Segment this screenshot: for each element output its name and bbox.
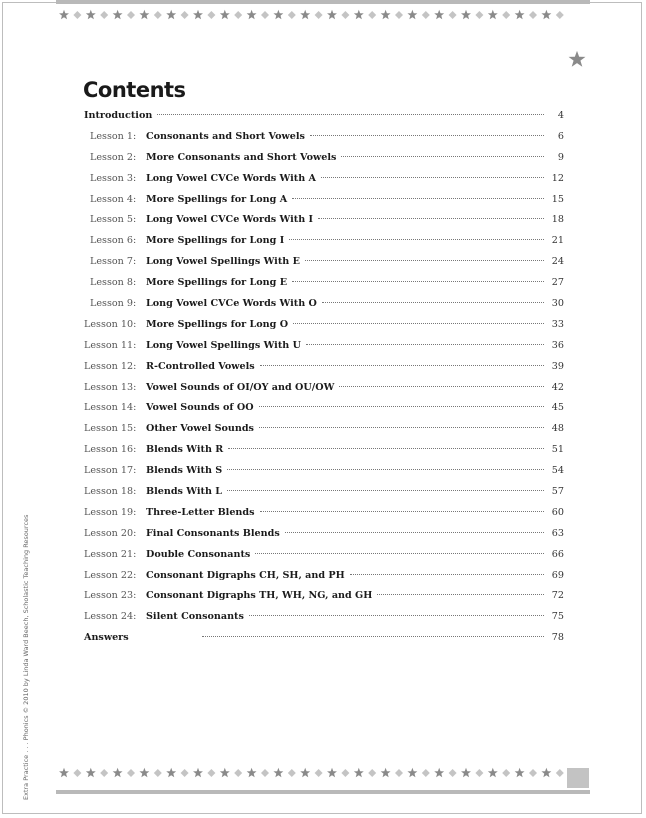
diamond-icon — [127, 11, 135, 19]
lesson-number: Lesson 6: — [90, 235, 137, 247]
top-star-row — [56, 8, 590, 22]
lesson-number: Lesson 1: — [90, 130, 137, 142]
lesson-title: Blends With S — [146, 465, 223, 477]
lesson-page: 27 — [551, 277, 564, 289]
toc-row-lesson[interactable] — [84, 214, 564, 235]
lesson-page: 63 — [551, 527, 564, 539]
lesson-number: Lesson 14: — [84, 402, 137, 414]
diamond-icon — [556, 11, 564, 19]
lesson-title: Long Vowel CVCe Words With I — [146, 214, 314, 226]
lesson-page: 72 — [551, 590, 564, 602]
dot-leader — [310, 135, 544, 136]
lesson-title: Vowel Sounds of OO — [146, 402, 254, 414]
bottom-gray-rule — [56, 790, 590, 794]
lesson-page: 66 — [551, 548, 564, 560]
star-icon — [86, 768, 96, 777]
toc-row-lesson[interactable] — [84, 131, 564, 152]
toc-row-lesson[interactable] — [84, 444, 564, 465]
lesson-title: More Consonants and Short Vowels — [146, 151, 337, 163]
lesson-number: Lesson 23: — [84, 590, 137, 602]
diamond-icon — [181, 11, 189, 19]
lesson-number: Lesson 4: — [90, 193, 137, 205]
diamond-icon — [368, 11, 376, 19]
diamond-icon — [154, 769, 162, 777]
lesson-number: Lesson 9: — [90, 298, 137, 310]
star-icon — [488, 768, 498, 777]
diamond-icon — [556, 769, 564, 777]
toc-row-lesson[interactable] — [84, 340, 564, 361]
toc-row-lesson[interactable] — [84, 235, 564, 256]
diamond-icon — [261, 11, 269, 19]
diamond-icon — [100, 11, 108, 19]
lesson-page: 60 — [551, 506, 564, 518]
lesson-page: 6 — [557, 130, 564, 142]
lesson-number: Lesson 12: — [84, 360, 137, 372]
star-icon — [488, 10, 498, 19]
diamond-icon — [207, 11, 215, 19]
lesson-number: Lesson 17: — [84, 465, 137, 477]
diamond-icon — [234, 769, 242, 777]
lesson-number: Lesson 20: — [84, 527, 137, 539]
dot-leader — [350, 574, 544, 575]
lesson-number: Lesson 22: — [84, 569, 137, 581]
star-icon — [220, 768, 230, 777]
lesson-title: Final Consonants Blends — [146, 527, 280, 539]
lesson-page: 24 — [551, 256, 564, 268]
star-icon — [461, 10, 471, 19]
lesson-page: 21 — [551, 235, 564, 247]
dot-leader — [285, 532, 544, 533]
lesson-title: Long Vowel Spellings With U — [146, 339, 301, 351]
dot-leader — [318, 218, 544, 219]
lesson-page: 48 — [551, 423, 564, 435]
star-icon — [273, 768, 283, 777]
dot-leader — [227, 490, 544, 491]
dot-leader — [260, 511, 544, 512]
star-icon — [381, 10, 391, 19]
diamond-icon — [422, 11, 430, 19]
lesson-number: Lesson 5: — [90, 214, 137, 226]
lesson-page: 18 — [551, 214, 564, 226]
lesson-page: 75 — [551, 611, 564, 623]
toc-row-introduction[interactable] — [84, 110, 564, 131]
star-icon — [139, 768, 149, 777]
top-gray-rule — [56, 0, 590, 4]
lesson-title: More Spellings for Long O — [146, 318, 289, 330]
top-decorative-border — [56, 0, 590, 28]
star-icon — [515, 10, 525, 19]
star-icon — [300, 768, 310, 777]
star-icon — [59, 768, 69, 777]
diamond-icon — [100, 769, 108, 777]
side-credit: Extra Practice . . . Phonics © 2010 by Linda Ward Beech, Scholastic Teaching Resources — [22, 514, 30, 800]
star-icon — [434, 10, 444, 19]
star-icon — [381, 768, 391, 777]
star-icon — [354, 10, 364, 19]
lesson-page: 9 — [557, 151, 564, 163]
diamond-icon — [288, 769, 296, 777]
star-icon — [166, 768, 176, 777]
toc-row-lesson[interactable] — [84, 319, 564, 340]
star-icon — [247, 10, 257, 19]
lesson-number: Lesson 7: — [90, 256, 137, 268]
dot-leader — [228, 448, 544, 449]
toc-row-lesson[interactable] — [84, 194, 564, 215]
lesson-title: Silent Consonants — [146, 611, 244, 623]
dot-leader — [305, 260, 544, 261]
diamond-icon — [341, 11, 349, 19]
lesson-number: Lesson 21: — [84, 548, 137, 560]
lesson-title: More Spellings for Long E — [146, 277, 288, 289]
diamond-icon — [502, 769, 510, 777]
diamond-icon — [288, 11, 296, 19]
dot-leader — [249, 615, 544, 616]
toc-row-lesson[interactable] — [84, 152, 564, 173]
toc-row-lesson[interactable] — [84, 298, 564, 319]
diamond-icon — [475, 11, 483, 19]
dot-leader — [259, 406, 544, 407]
dot-leader — [255, 553, 544, 554]
toc-row-lesson[interactable] — [84, 486, 564, 507]
dot-leader — [321, 177, 544, 178]
dot-leader — [339, 386, 544, 387]
star-icon — [327, 768, 337, 777]
diamond-icon — [341, 769, 349, 777]
star-icon — [541, 768, 551, 777]
lesson-page: 42 — [551, 381, 564, 393]
diamond-icon — [315, 11, 323, 19]
dot-leader — [293, 323, 544, 324]
diamond-icon — [502, 11, 510, 19]
diamond-icon — [261, 769, 269, 777]
lesson-title: More Spellings for Long I — [146, 235, 285, 247]
star-icon — [193, 10, 203, 19]
star-icon — [541, 10, 551, 19]
toc-row-answers[interactable] — [84, 632, 564, 653]
diamond-icon — [475, 769, 483, 777]
dot-leader — [377, 594, 544, 595]
lesson-number: Lesson 11: — [84, 339, 137, 351]
star-icon — [327, 10, 337, 19]
dot-leader — [322, 302, 544, 303]
lesson-title: R-Controlled Vowels — [146, 360, 255, 372]
lesson-title: Consonant Digraphs CH, SH, and PH — [146, 569, 345, 581]
lesson-number: Lesson 24: — [84, 611, 137, 623]
lesson-title: Blends With L — [146, 486, 223, 498]
toc-row-lesson[interactable] — [84, 549, 564, 570]
star-icon — [300, 10, 310, 19]
lesson-title: More Spellings for Long A — [146, 193, 288, 205]
lesson-number: Lesson 15: — [84, 423, 137, 435]
diamond-icon — [181, 769, 189, 777]
bottom-decorative-border — [56, 766, 590, 794]
page-title: Contents — [83, 78, 186, 102]
diamond-icon — [154, 11, 162, 19]
lesson-page: 33 — [551, 318, 564, 330]
lesson-title: Three-Letter Blends — [146, 506, 255, 518]
lesson-page: 51 — [551, 444, 564, 456]
lesson-page: 39 — [551, 360, 564, 372]
diamond-icon — [529, 11, 537, 19]
lesson-page: 15 — [551, 193, 564, 205]
lesson-page: 45 — [551, 402, 564, 414]
answers-label: Answers — [84, 632, 129, 644]
lesson-title: Double Consonants — [146, 548, 251, 560]
lesson-number: Lesson 3: — [90, 172, 137, 184]
toc-row-lesson[interactable] — [84, 465, 564, 486]
diamond-icon — [315, 769, 323, 777]
toc-row-lesson[interactable] — [84, 423, 564, 444]
lesson-page: 69 — [551, 569, 564, 581]
toc-row-lesson[interactable] — [84, 507, 564, 528]
dot-leader — [227, 469, 544, 470]
lesson-number: Lesson 13: — [84, 381, 137, 393]
lesson-title: Long Vowel Spellings With E — [146, 256, 300, 268]
diamond-icon — [127, 769, 135, 777]
toc-row-lesson[interactable] — [84, 277, 564, 298]
lesson-number: Lesson 19: — [84, 506, 137, 518]
star-icon — [273, 10, 283, 19]
lesson-number: Lesson 18: — [84, 486, 137, 498]
dot-leader — [292, 198, 544, 199]
star-icon — [139, 10, 149, 19]
lesson-title: Long Vowel CVCe Words With A — [146, 172, 316, 184]
lesson-number: Lesson 16: — [84, 444, 137, 456]
diamond-icon — [449, 11, 457, 19]
star-icon — [407, 10, 417, 19]
star-icon — [461, 768, 471, 777]
lesson-title: Vowel Sounds of OI/OY and OU/OW — [146, 381, 335, 393]
introduction-page: 4 — [557, 110, 564, 121]
toc-row-lesson[interactable] — [84, 570, 564, 591]
toc-row-lesson[interactable] — [84, 590, 564, 611]
answers-page: 78 — [551, 632, 564, 644]
lesson-page: 36 — [551, 339, 564, 351]
dot-leader — [341, 156, 544, 157]
diamond-icon — [368, 769, 376, 777]
dot-leader — [157, 114, 544, 115]
diamond-icon — [234, 11, 242, 19]
star-icon — [354, 768, 364, 777]
bottom-star-row — [56, 766, 590, 780]
lesson-number: Lesson 10: — [84, 318, 137, 330]
star-icon — [434, 768, 444, 777]
lesson-title: Long Vowel CVCe Words With O — [146, 298, 317, 310]
toc-row-lesson[interactable] — [84, 382, 564, 403]
star-icon — [86, 10, 96, 19]
dot-leader — [292, 281, 544, 282]
diamond-icon — [73, 769, 81, 777]
toc-row-lesson[interactable] — [84, 402, 564, 423]
lesson-title: Other Vowel Sounds — [146, 423, 254, 435]
lesson-page: 12 — [551, 172, 564, 184]
diamond-icon — [207, 769, 215, 777]
toc-row-lesson[interactable] — [84, 528, 564, 549]
star-icon — [166, 10, 176, 19]
diamond-icon — [529, 769, 537, 777]
toc-row-lesson[interactable] — [84, 361, 564, 382]
star-icon — [247, 768, 257, 777]
dot-leader — [202, 636, 544, 637]
lesson-title: Consonants and Short Vowels — [146, 130, 305, 142]
corner-star-icon — [568, 50, 586, 68]
star-icon — [193, 768, 203, 777]
dot-leader — [260, 365, 544, 366]
diamond-icon — [73, 11, 81, 19]
toc-row-lesson[interactable] — [84, 173, 564, 194]
toc-row-lesson[interactable] — [84, 256, 564, 277]
diamond-icon — [395, 11, 403, 19]
diamond-icon — [449, 769, 457, 777]
toc-row-lesson[interactable] — [84, 611, 564, 632]
star-icon — [113, 10, 123, 19]
star-icon — [220, 10, 230, 19]
corner-gray-box — [567, 768, 589, 788]
star-icon — [59, 10, 69, 19]
dot-leader — [259, 427, 544, 428]
lesson-number: Lesson 8: — [90, 277, 137, 289]
lesson-title: Consonant Digraphs TH, WH, NG, and GH — [146, 590, 373, 602]
lesson-page: 57 — [551, 486, 564, 498]
lesson-page: 30 — [551, 298, 564, 310]
dot-leader — [289, 239, 544, 240]
lesson-number: Lesson 2: — [90, 151, 137, 163]
table-of-contents — [84, 110, 564, 653]
lesson-page: 54 — [551, 465, 564, 477]
star-icon — [515, 768, 525, 777]
diamond-icon — [422, 769, 430, 777]
diamond-icon — [395, 769, 403, 777]
introduction-label: Introduction — [84, 110, 153, 121]
dot-leader — [306, 344, 544, 345]
star-icon — [113, 768, 123, 777]
lesson-title: Blends With R — [146, 444, 224, 456]
star-icon — [407, 768, 417, 777]
